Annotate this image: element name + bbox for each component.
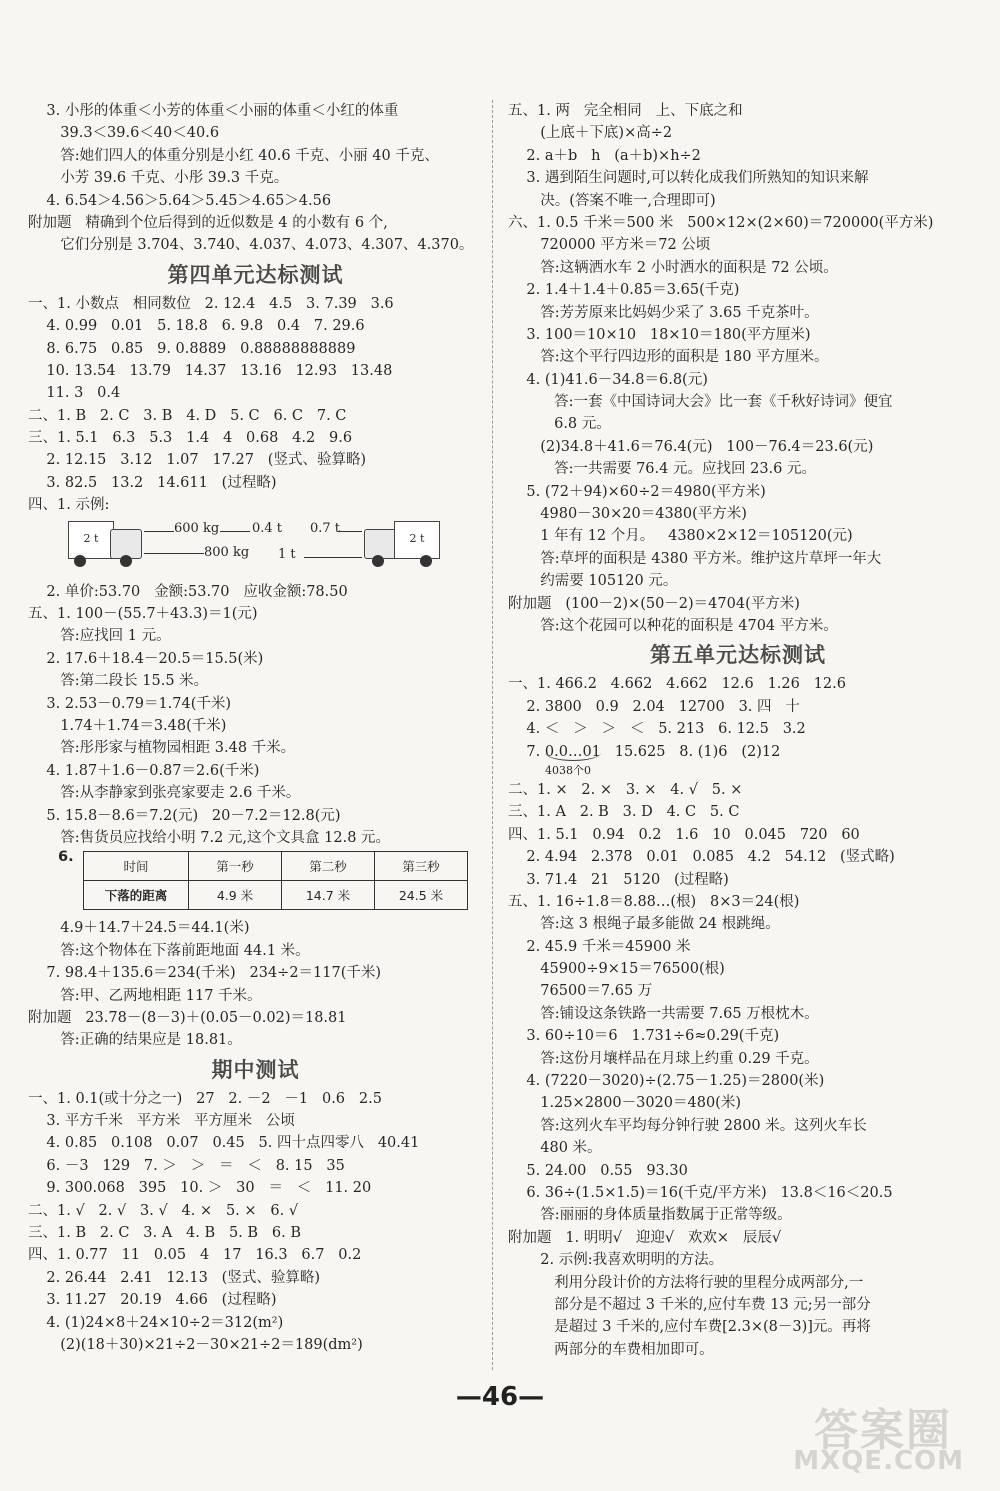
answer-line: (上底＋下底)×高÷2 bbox=[508, 125, 673, 142]
answer-line: 一、1. 0.1(或十分之一) 27 2. －2 －1 0.6 2.5 bbox=[28, 1090, 382, 1107]
answer-line: 4. 0.85 0.108 0.07 0.45 5. 四十点四零八 40.41 bbox=[28, 1135, 420, 1152]
answer-line: 4. 0.99 0.01 5. 18.8 6. 9.8 0.4 7. 29.6 bbox=[28, 318, 365, 335]
answer-line: 答:这个平行四边形的面积是 180 平方厘米。 bbox=[508, 349, 829, 366]
answer-line: 4. 1.87＋1.6－0.87＝2.6(千米) bbox=[28, 762, 260, 779]
answer-line: 5. 15.8－8.6＝7.2(元) 20－7.2＝12.8(元) bbox=[28, 807, 341, 824]
connector-line bbox=[220, 531, 250, 532]
unit3-answers-tail bbox=[28, 100, 483, 257]
answer-line: 5. (72＋94)×60÷2＝4980(平方米) bbox=[508, 483, 766, 500]
answer-line: 附加题 1. 明明√ 迎迎√ 欢欢× 辰辰√ bbox=[508, 1229, 782, 1246]
answer-line: 9. 300.068 395 10. ＞ 30 ＝ ＜ 11. 20 bbox=[28, 1180, 372, 1197]
table-row bbox=[84, 881, 468, 910]
answer-line: 3. 82.5 13.2 14.611 (过程略) bbox=[28, 474, 277, 491]
answer-line: 答:芳芳原来比妈妈少采了 3.65 千克茶叶。 bbox=[508, 304, 819, 321]
answer-line: 11. 3 0.4 bbox=[28, 385, 121, 402]
table-header-row bbox=[84, 852, 468, 881]
answer-line: 3. 60÷10＝6 1.731÷6≈0.29(千克) bbox=[508, 1028, 780, 1045]
right-truck-box: 2 t bbox=[394, 521, 440, 559]
answer-line: 答:彤彤家与植物园相距 3.48 千米。 bbox=[28, 740, 296, 757]
answer-line: 答:这份月壤样品在月球上约重 0.29 千克。 bbox=[508, 1050, 819, 1067]
answer-line bbox=[508, 741, 968, 763]
answer-line: 480 米。 bbox=[508, 1140, 602, 1157]
answer-line: 答:从李静家到张亮家要走 2.6 千米。 bbox=[28, 785, 301, 802]
answer-line: 附加题 23.78－(8－3)＋(0.05－0.02)＝18.81 bbox=[28, 1009, 347, 1026]
answer-line: 720000 平方米＝72 公顷 bbox=[508, 237, 711, 254]
answer-line: 它们分别是 3.704、3.740、4.037、4.073、4.307、4.370。 bbox=[28, 237, 474, 254]
connector-line bbox=[304, 557, 362, 558]
answer-line: 2. 12.15 3.12 1.07 17.27 (竖式、验算略) bbox=[28, 452, 367, 469]
answer-line: 2. 17.6＋18.4－20.5＝15.5(米) bbox=[28, 650, 264, 667]
unit5-title: 第五单元达标测试 bbox=[650, 643, 826, 668]
answer-line: 是超过 3 千米的,应付车费[2.3×(8－3)]元。再将 bbox=[508, 1319, 871, 1336]
answer-line: 1.74＋1.74＝3.48(千米) bbox=[28, 717, 227, 734]
answer-line: 4. 6.54＞4.56＞5.64＞5.45＞4.65＞4.56 bbox=[28, 192, 332, 209]
answer-line: 二、1. B 2. C 3. B 4. D 5. C 6. C 7. C bbox=[28, 407, 347, 424]
answer-line: 五、1. 16÷1.8＝8.88…(根) 8×3＝24(根) bbox=[508, 893, 800, 910]
answer-line: 三、1. 5.1 6.3 5.3 1.4 4 0.68 4.2 9.6 bbox=[28, 430, 353, 447]
answer-line: 四、1. 5.1 0.94 0.2 1.6 10 0.045 720 60 bbox=[508, 826, 860, 843]
unit4-answers-part4 bbox=[508, 100, 968, 637]
connector-line bbox=[338, 531, 362, 532]
answer-line: 2. a＋b h (a＋b)×h÷2 bbox=[508, 147, 701, 164]
label-800kg: 800 kg bbox=[204, 544, 250, 560]
answer-line: 部分是不超过 3 千米的,应付车费 13 元;另一部分 bbox=[508, 1296, 871, 1313]
answer-line: 五、1. 100－(55.7＋43.3)＝1(元) bbox=[28, 606, 258, 623]
answer-line: 3. 100＝10×10 18×10＝180(平方厘米) bbox=[508, 326, 811, 343]
left-column bbox=[28, 100, 483, 1356]
watermark-logo: 答案圈 bbox=[814, 1405, 952, 1456]
page-number: —46— bbox=[455, 1382, 545, 1412]
label-1t: 1 t bbox=[278, 546, 296, 562]
wheel-icon bbox=[420, 555, 432, 567]
table-cell: 14.7 米 bbox=[282, 881, 375, 910]
midterm-answers bbox=[28, 1088, 483, 1357]
table-header-cell: 第三秒 bbox=[375, 852, 468, 881]
answer-line: 6.8 元。 bbox=[508, 416, 611, 433]
answer-line: 7. 98.4＋135.6＝234(千米) 234÷2＝117(千米) bbox=[28, 965, 382, 982]
answer-line: 3. 小彤的体重＜小芳的体重＜小丽的体重＜小红的体重 bbox=[28, 103, 399, 119]
answer-line: 两部分的车费相加即可。 bbox=[508, 1341, 714, 1358]
right-column bbox=[508, 100, 968, 1361]
connector-line bbox=[144, 553, 204, 554]
answer-line: 4980－30×20＝4380(平方米) bbox=[508, 506, 747, 523]
answer-line: 答:丽丽的身体质量指数属于正常等级。 bbox=[508, 1207, 792, 1224]
answer-line: 利用分段计价的方法将行驶的里程分成两部分,一 bbox=[508, 1274, 864, 1291]
answer-line: 答:铺设这条铁路一共需要 7.65 万根枕木。 bbox=[508, 1005, 819, 1022]
answer-line: 1.25×2800－3020＝480(米) bbox=[508, 1095, 741, 1112]
answer-line: 答:一套《中国诗词大会》比一套《千秋好诗词》便宜 bbox=[508, 394, 893, 411]
answer-line: 3. 11.27 20.19 4.66 (过程略) bbox=[28, 1292, 277, 1309]
answer-line: 5. 24.00 0.55 93.30 bbox=[508, 1162, 688, 1179]
answer-line: 二、1. √ 2. √ 3. √ 4. × 5. × 6. √ bbox=[28, 1202, 299, 1219]
answer-line: 小芳 39.6 千克、小彤 39.3 千克。 bbox=[28, 170, 289, 187]
answer-line: 答:这辆洒水车 2 小时洒水的面积是 72 公顷。 bbox=[508, 259, 838, 276]
answer-line: 4. (1)41.6－34.8＝6.8(元) bbox=[508, 371, 708, 388]
answer-line: 答:草坪的面积是 4380 平方米。维护这片草坪一年大 bbox=[508, 550, 882, 567]
answer-line: 2. 45.9 千米＝45900 米 bbox=[508, 938, 691, 955]
answer-line: 二、1. × 2. × 3. × 4. √ 5. × bbox=[508, 781, 743, 798]
answer-line: 2. 3800 0.9 2.04 12700 3. 四 十 bbox=[508, 698, 800, 715]
unit5-answers-part1 bbox=[508, 673, 968, 740]
answer-line: 答:第二段长 15.5 米。 bbox=[28, 673, 209, 690]
answer-line: 4. (1)24×8＋24×10÷2＝312(m²) bbox=[28, 1314, 284, 1331]
unit4-answers-part2 bbox=[28, 581, 483, 850]
answer-text: 0.0…01 bbox=[544, 743, 601, 760]
falling-distance-table bbox=[83, 851, 468, 910]
answer-line: 答:这个物体在下落前距地面 44.1 米。 bbox=[28, 942, 310, 959]
answer-line: 2. 4.94 2.378 0.01 0.085 4.2 54.12 (竖式略) bbox=[508, 849, 895, 866]
falling-distance-table-wrap bbox=[28, 849, 483, 917]
answer-line: 4.9＋14.7＋24.5＝44.1(米) bbox=[28, 920, 250, 937]
answer-line: 3. 71.4 21 5120 (过程略) bbox=[508, 871, 729, 888]
answer-line: 六、1. 0.5 千米＝500 米 500×12×(2×60)＝720000(平方米) bbox=[508, 214, 934, 231]
answer-line: 4. (7220－3020)÷(2.75－1.25)＝2800(米) bbox=[508, 1073, 825, 1090]
wheel-icon bbox=[74, 555, 86, 567]
answer-line: 答:应找回 1 元。 bbox=[28, 628, 171, 645]
table-header-cell: 第一秒 bbox=[189, 852, 282, 881]
answer-line: 39.3＜39.6＜40＜40.6 bbox=[28, 125, 220, 142]
answer-line: 2. 单价:53.70 金额:53.70 应收金额:78.50 bbox=[28, 583, 348, 600]
midterm-title: 期中测试 bbox=[211, 1057, 300, 1082]
unit4-title: 第四单元达标测试 bbox=[167, 262, 344, 287]
answer-line: 3. 遇到陌生问题时,可以转化成我们所熟知的知识来解 bbox=[508, 170, 869, 187]
answer-line: 答:售货员应找给小明 7.2 元,这个文具盒 12.8 元。 bbox=[28, 829, 391, 846]
table-header-cell: 时间 bbox=[84, 852, 189, 881]
table-cell: 下落的距离 bbox=[84, 881, 189, 910]
table-cell: 24.5 米 bbox=[375, 881, 468, 910]
question-number: 6. bbox=[58, 849, 74, 866]
wheel-icon bbox=[372, 555, 384, 567]
table-cell: 4.9 米 bbox=[189, 881, 282, 910]
left-truck-box: 2 t bbox=[68, 521, 114, 559]
watermark-url: MXQE.COM bbox=[793, 1446, 964, 1476]
answer-line: 6. 36÷(1.5×1.5)＝16(千克/平方米) 13.8＜16＜20.5 bbox=[508, 1184, 893, 1201]
answer-line: 答:一共需要 76.4 元。应找回 23.6 元。 bbox=[508, 461, 816, 478]
answer-line: 答:正确的结果应是 18.81。 bbox=[28, 1032, 242, 1049]
answer-line: 附加题 精确到个位后得到的近似数是 4 的小数有 6 个, bbox=[28, 214, 388, 231]
answer-line: 6. －3 129 7. ＞ ＞ ＝ ＜ 8. 15 35 bbox=[28, 1157, 345, 1174]
answer-line: 3. 平方千米 平方米 平方厘米 公顷 bbox=[28, 1113, 295, 1130]
answer-line: 四、1. 0.77 11 0.05 4 17 16.3 6.7 0.2 bbox=[28, 1247, 362, 1264]
unit4-answers-part3 bbox=[28, 917, 483, 1051]
answer-line: 答:这 3 根绳子最多能做 24 根跳绳。 bbox=[508, 916, 780, 933]
right-truck-icon bbox=[364, 521, 438, 567]
answer-line: 2. 示例:我喜欢明明的方法。 bbox=[508, 1252, 724, 1269]
answer-line: 三、1. A 2. B 3. D 4. C 5. C bbox=[508, 804, 740, 821]
table-header-cell: 第二秒 bbox=[282, 852, 375, 881]
answer-line: (2)34.8＋41.6＝76.4(元) 100－76.4＝23.6(元) bbox=[508, 438, 874, 455]
answer-line: 8. 6.75 0.85 9. 0.8889 0.88888888889 bbox=[28, 340, 356, 357]
answer-line: 三、1. B 2. C 3. A 4. B 5. B 6. B bbox=[28, 1225, 301, 1242]
answer-text: 15.625 8. (1)6 (2)12 bbox=[600, 743, 781, 760]
answer-line: 10. 13.54 13.79 14.37 13.16 12.93 13.48 bbox=[28, 362, 393, 379]
wheel-icon bbox=[120, 555, 132, 567]
answer-line: 决。(答案不唯一,合理即可) bbox=[508, 192, 716, 209]
left-truck-icon bbox=[68, 521, 142, 567]
answer-line: 1 年有 12 个月。 4380×2×12＝105120(元) bbox=[508, 528, 853, 545]
answer-line: 答:这列火车平均每分钟行驶 2800 米。这列火车长 bbox=[508, 1117, 867, 1134]
answer-line: 答:甲、乙两地相距 117 千米。 bbox=[28, 987, 262, 1004]
label-07t: 0.7 t bbox=[310, 520, 341, 536]
connector-line bbox=[144, 531, 174, 532]
answer-line: 4. ＜ ＞ ＞ ＜ 5. 213 6. 12.5 3.2 bbox=[508, 721, 806, 738]
answer-line: 附加题 (100－2)×(50－2)＝4704(平方米) bbox=[508, 595, 800, 612]
answer-line: 答:她们四人的体重分别是小红 40.6 千克、小丽 40 千克、 bbox=[28, 147, 439, 164]
right-truck-cab bbox=[364, 529, 396, 559]
label-04t: 0.4 t bbox=[252, 520, 283, 536]
zero-count-note: 4038个0 bbox=[545, 763, 591, 777]
answer-line: 五、1. 两 完全相同 上、下底之和 bbox=[508, 103, 743, 119]
answer-line: 2. 26.44 2.41 12.13 (竖式、验算略) bbox=[28, 1269, 320, 1286]
truck-diagram bbox=[28, 517, 483, 581]
answer-line: 3. 2.53－0.79＝1.74(千米) bbox=[28, 695, 232, 712]
answer-line: 一、1. 466.2 4.662 4.662 12.6 1.26 12.6 bbox=[508, 676, 846, 693]
answer-line: 一、1. 小数点 相同数位 2. 12.4 4.5 3. 7.39 3.6 bbox=[28, 295, 394, 312]
answer-line: 45900÷9×15＝76500(根) bbox=[508, 961, 725, 978]
answer-line: 76500＝7.65 万 bbox=[508, 983, 653, 1000]
unit5-answers-part2 bbox=[508, 779, 968, 1361]
answer-text: 7. bbox=[508, 743, 545, 760]
answer-line: (2)(18＋30)×21÷2－30×21÷2＝189(dm²) bbox=[28, 1336, 363, 1353]
answer-line: 答:这个花园可以种花的面积是 4704 平方米。 bbox=[508, 617, 838, 634]
answer-line: 约需要 105120 元。 bbox=[508, 573, 678, 590]
column-divider bbox=[492, 100, 493, 1370]
unit4-answers-part1 bbox=[28, 293, 483, 517]
answer-line: 2. 1.4＋1.4＋0.85＝3.65(千克) bbox=[508, 282, 740, 299]
label-600kg: 600 kg bbox=[174, 520, 220, 536]
answer-line: 四、1. 示例: bbox=[28, 497, 110, 514]
